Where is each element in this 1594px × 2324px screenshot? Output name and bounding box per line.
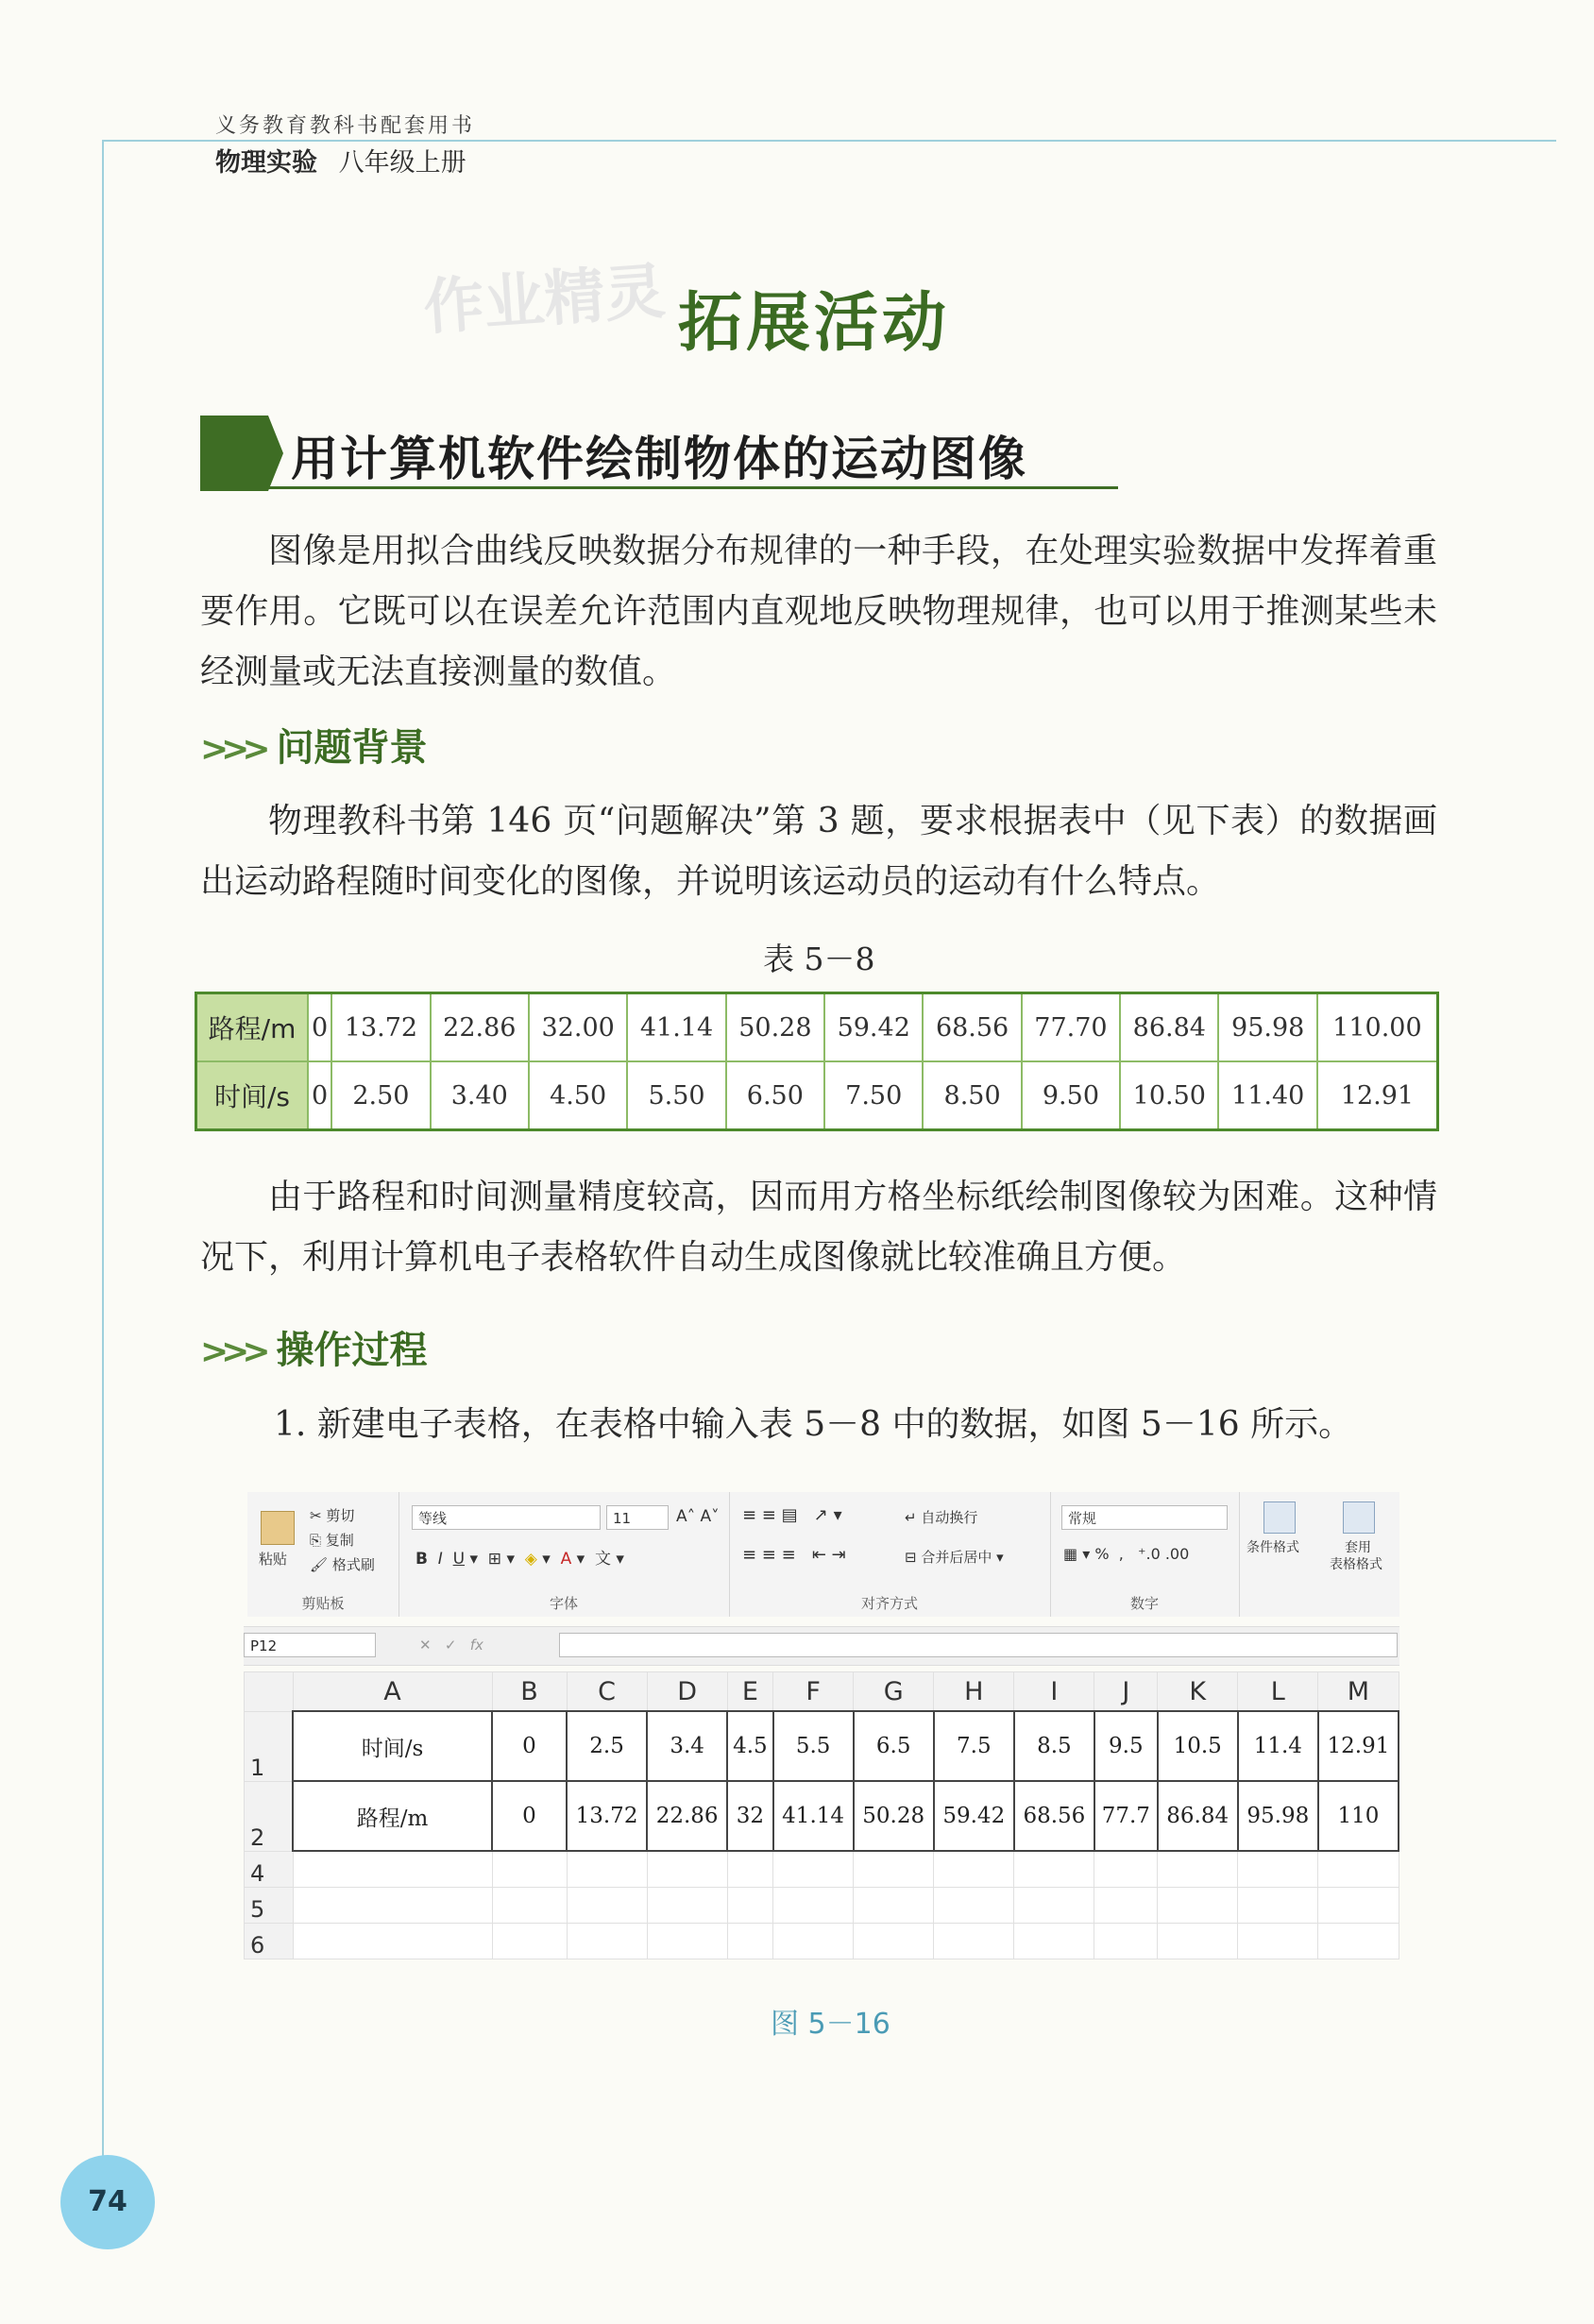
cell[interactable]: 2.5 [567,1711,647,1781]
cut-button[interactable]: ✂ 剪切 [310,1507,355,1524]
cell[interactable]: 0 [492,1711,567,1781]
cell[interactable]: 6.5 [854,1711,934,1781]
wrap-icon: ↵ [905,1509,917,1526]
cell[interactable] [1318,1887,1399,1923]
cell[interactable] [773,1923,854,1959]
table-cell: 10.50 [1120,1061,1218,1130]
cell[interactable]: 22.86 [647,1781,727,1851]
vertical-align-icons[interactable]: ≡ ≡ ▤ ↗ ▾ [742,1505,842,1525]
table-caption: 表 5－8 [763,941,875,977]
column-header[interactable]: J [1094,1672,1158,1712]
conditional-format-icon[interactable] [1263,1501,1296,1534]
column-header[interactable]: I [1014,1672,1094,1712]
format-painter-button[interactable]: 🖌 格式刷 [310,1556,375,1573]
table-cell: 11.40 [1218,1061,1316,1130]
table-cell: 12.91 [1317,1061,1438,1130]
font-group [398,1492,730,1617]
cell[interactable] [1318,1851,1399,1887]
alignment-label: 对齐方式 [860,1595,918,1612]
brush-icon: 🖌 [310,1556,329,1573]
cell[interactable] [492,1887,567,1923]
cell[interactable] [647,1887,727,1923]
cell[interactable] [1014,1923,1094,1959]
select-all-corner[interactable] [245,1672,294,1712]
cell[interactable] [854,1923,934,1959]
cell[interactable]: 4.5 [727,1711,772,1781]
scissors-icon: ✂ [310,1507,322,1524]
cell[interactable]: 0 [492,1781,567,1851]
cell[interactable] [773,1887,854,1923]
section-underline [200,486,1118,489]
paste-button[interactable]: 粘贴 [259,1551,288,1568]
table-row [245,1711,1399,1781]
row-header[interactable]: 2 [245,1781,294,1851]
cell[interactable]: 59.42 [934,1781,1014,1851]
column-header[interactable]: G [854,1672,934,1712]
formula-icons[interactable]: ✕ ✓ fx [419,1637,483,1654]
grade: 八年级上册 [338,148,466,178]
book-title [215,142,466,178]
font-label: 字体 [549,1595,578,1612]
table-cell: 77.70 [1022,993,1120,1062]
name-box[interactable]: P12 [244,1633,376,1657]
table-cell: 3.40 [431,1061,529,1130]
cell[interactable]: 95.98 [1238,1781,1318,1851]
table-cell: 22.86 [431,993,529,1062]
section-title: 用计算机软件绘制物体的运动图像 [291,432,1027,486]
cell[interactable] [934,1851,1014,1887]
cell[interactable] [1014,1851,1094,1887]
figure-caption: 图 5－16 [771,2008,890,2041]
conditional-format-button[interactable]: 条件格式 [1246,1540,1299,1555]
cell[interactable] [1094,1887,1158,1923]
table-cell: 50.28 [726,993,824,1062]
background-paragraph: 物理教科书第 146 页“问题解决”第 3 题，要求根据表中（见下表）的数据画出运动路程随时间变化的图像，并说明该运动员的运动有什么特点。 [200,802,1437,901]
number-label: 数字 [1129,1595,1159,1612]
step-1: 1. 新建电子表格，在表格中输入表 5－8 中的数据，如图 5－16 所示。 [274,1405,1353,1444]
cell[interactable]: 路程/m [293,1781,492,1851]
table-row [245,1781,1399,1851]
table-cell: 110.00 [1317,993,1438,1062]
column-header[interactable]: E [727,1672,772,1712]
table-cell: 2.50 [331,1061,430,1130]
table-cell: 6.50 [726,1061,824,1130]
table-cell: 9.50 [1022,1061,1120,1130]
column-header[interactable]: B [492,1672,567,1712]
table-cell: 0 [308,993,331,1062]
cell[interactable]: 11.4 [1238,1711,1318,1781]
cell[interactable] [854,1887,934,1923]
method-paragraph: 由于路程和时间测量精度较高，因而用方格坐标纸绘制图像较为困难。这种情况下，利用计算机电子表格软件自动生成图像就比较准确且方便。 [200,1178,1437,1277]
table-row [245,1923,1399,1959]
table-cell: 86.84 [1120,993,1218,1062]
cell[interactable] [727,1923,772,1959]
wrap-text-button[interactable]: ↵ 自动换行 [905,1509,978,1526]
watermark: 作业精灵 [421,257,668,344]
column-header[interactable]: D [647,1672,727,1712]
cell[interactable] [1094,1923,1158,1959]
cell[interactable] [567,1887,647,1923]
table-format-icon[interactable] [1343,1501,1375,1534]
sheet-grid [244,1671,1399,1959]
table-format-line2[interactable]: 表格格式 [1330,1557,1382,1572]
font-size-select[interactable]: 11 [606,1505,669,1530]
cell[interactable] [727,1851,772,1887]
column-header[interactable]: M [1318,1672,1399,1712]
cell[interactable]: 时间/s [293,1711,492,1781]
font-grow-icon[interactable]: A˄ A˅ [676,1507,720,1526]
table-cell: 8.50 [923,1061,1021,1130]
cell[interactable]: 32 [727,1781,772,1851]
cell[interactable]: 77.7 [1094,1781,1158,1851]
table-format-line1[interactable]: 套用 [1345,1540,1371,1555]
background-title: 问题背景 [276,726,428,770]
table-cell: 7.50 [824,1061,923,1130]
cell[interactable]: 8.5 [1014,1711,1094,1781]
cell[interactable]: 5.5 [773,1711,854,1781]
table-cell: 4.50 [529,1061,627,1130]
table-cell: 68.56 [923,993,1021,1062]
book-name: 物理实验 [215,148,317,178]
column-header[interactable]: H [934,1672,1014,1712]
page-number: 74 [60,2155,155,2249]
cell[interactable] [492,1923,567,1959]
table-cell: 59.42 [824,993,923,1062]
section-marker [200,416,268,491]
spreadsheet-ribbon [247,1492,1399,1617]
table-cell: 41.14 [627,993,725,1062]
cell[interactable] [647,1923,727,1959]
cell[interactable] [293,1887,492,1923]
cell[interactable] [1158,1851,1238,1887]
merge-center-button[interactable]: ⊟ 合并后居中 ▾ [905,1549,1004,1566]
table-row [196,1061,1438,1130]
cell[interactable] [1238,1923,1318,1959]
merge-icon: ⊟ [905,1549,917,1566]
copy-button[interactable]: ⎘ 复制 [310,1532,354,1549]
table-row [196,993,1438,1062]
row-header[interactable]: 5 [245,1887,294,1923]
horizontal-align-icons[interactable]: ≡ ≡ ≡ ⇤ ⇥ [742,1545,846,1565]
cell[interactable] [773,1851,854,1887]
main-title: 拓展活动 [678,286,951,361]
cell[interactable]: 9.5 [1094,1711,1158,1781]
cell[interactable]: 41.14 [773,1781,854,1851]
column-header-row [245,1672,1399,1712]
cell[interactable]: 10.5 [1158,1711,1238,1781]
row-header[interactable]: 6 [245,1923,294,1959]
row-label: 时间/s [196,1061,309,1130]
cell[interactable] [1158,1887,1238,1923]
cell[interactable]: 110 [1318,1781,1399,1851]
cell[interactable] [492,1851,567,1887]
cell[interactable]: 3.4 [647,1711,727,1781]
cell[interactable] [1094,1851,1158,1887]
table-cell: 95.98 [1218,993,1316,1062]
cell[interactable]: 12.91 [1318,1711,1399,1781]
table-cell: 5.50 [627,1061,725,1130]
double-chevron-icon: >>> [200,1332,263,1371]
clipboard-group [247,1492,399,1617]
column-header[interactable]: A [293,1672,492,1712]
formula-input[interactable] [559,1633,1398,1657]
cell[interactable] [293,1851,492,1887]
cell[interactable] [934,1887,1014,1923]
cell[interactable] [567,1923,647,1959]
cell[interactable] [567,1851,647,1887]
cell[interactable] [1014,1887,1094,1923]
cell[interactable] [934,1923,1014,1959]
table-row [245,1887,1399,1923]
page-frame-left [102,140,104,2180]
table-row [245,1851,1399,1887]
background-heading [200,718,428,772]
paste-icon[interactable] [261,1511,295,1545]
number-group [1050,1492,1240,1617]
number-format-select[interactable]: 常规 [1061,1505,1228,1530]
double-chevron-icon: >>> [200,730,263,769]
column-header[interactable]: L [1238,1672,1318,1712]
cell[interactable] [293,1923,492,1959]
table-cell: 0 [308,1061,331,1130]
cell[interactable]: 7.5 [934,1711,1014,1781]
font-style-buttons[interactable]: B I U ▾ ⊞ ▾ ◈ ▾ A ▾ 文 ▾ [415,1550,624,1569]
cell[interactable]: 50.28 [854,1781,934,1851]
column-header[interactable]: K [1158,1672,1238,1712]
cell[interactable] [1318,1923,1399,1959]
section-marker-arrow-icon [268,416,283,491]
cell[interactable]: 13.72 [567,1781,647,1851]
number-format-icons[interactable]: ▦ ▾ % , ⁺.0 .00 [1063,1545,1190,1563]
procedure-heading [200,1320,428,1374]
cell[interactable]: 86.84 [1158,1781,1238,1851]
intro-paragraph: 图像是用拟合曲线反映数据分布规律的一种手段，在处理实验数据中发挥着重要作用。它既可以在误差允许范围内直观地反映物理规律，也可以用于推测某些未经测量或无法直接测量的数值。 [200,532,1437,691]
styles-group [1239,1492,1399,1617]
cell[interactable] [1238,1851,1318,1887]
cell[interactable] [1158,1923,1238,1959]
clipboard-label: 剪贴板 [301,1595,345,1612]
formula-bar [244,1626,1399,1666]
column-header[interactable]: C [567,1672,647,1712]
row-header[interactable]: 4 [245,1851,294,1887]
alignment-group [729,1492,1051,1617]
procedure-title: 操作过程 [276,1329,428,1372]
font-name-select[interactable]: 等线 [412,1505,601,1530]
column-header[interactable]: F [773,1672,854,1712]
cell[interactable] [1238,1887,1318,1923]
row-label: 路程/m [196,993,309,1062]
table-cell: 32.00 [529,993,627,1062]
copy-icon: ⎘ [310,1532,322,1549]
cell[interactable] [727,1887,772,1923]
cell[interactable]: 68.56 [1014,1781,1094,1851]
series-title: 义务教育教科书配套用书 [215,114,476,138]
cell[interactable] [854,1851,934,1887]
row-header[interactable]: 1 [245,1711,294,1781]
cell[interactable] [647,1851,727,1887]
table-cell: 13.72 [331,993,430,1062]
data-table [195,992,1439,1131]
